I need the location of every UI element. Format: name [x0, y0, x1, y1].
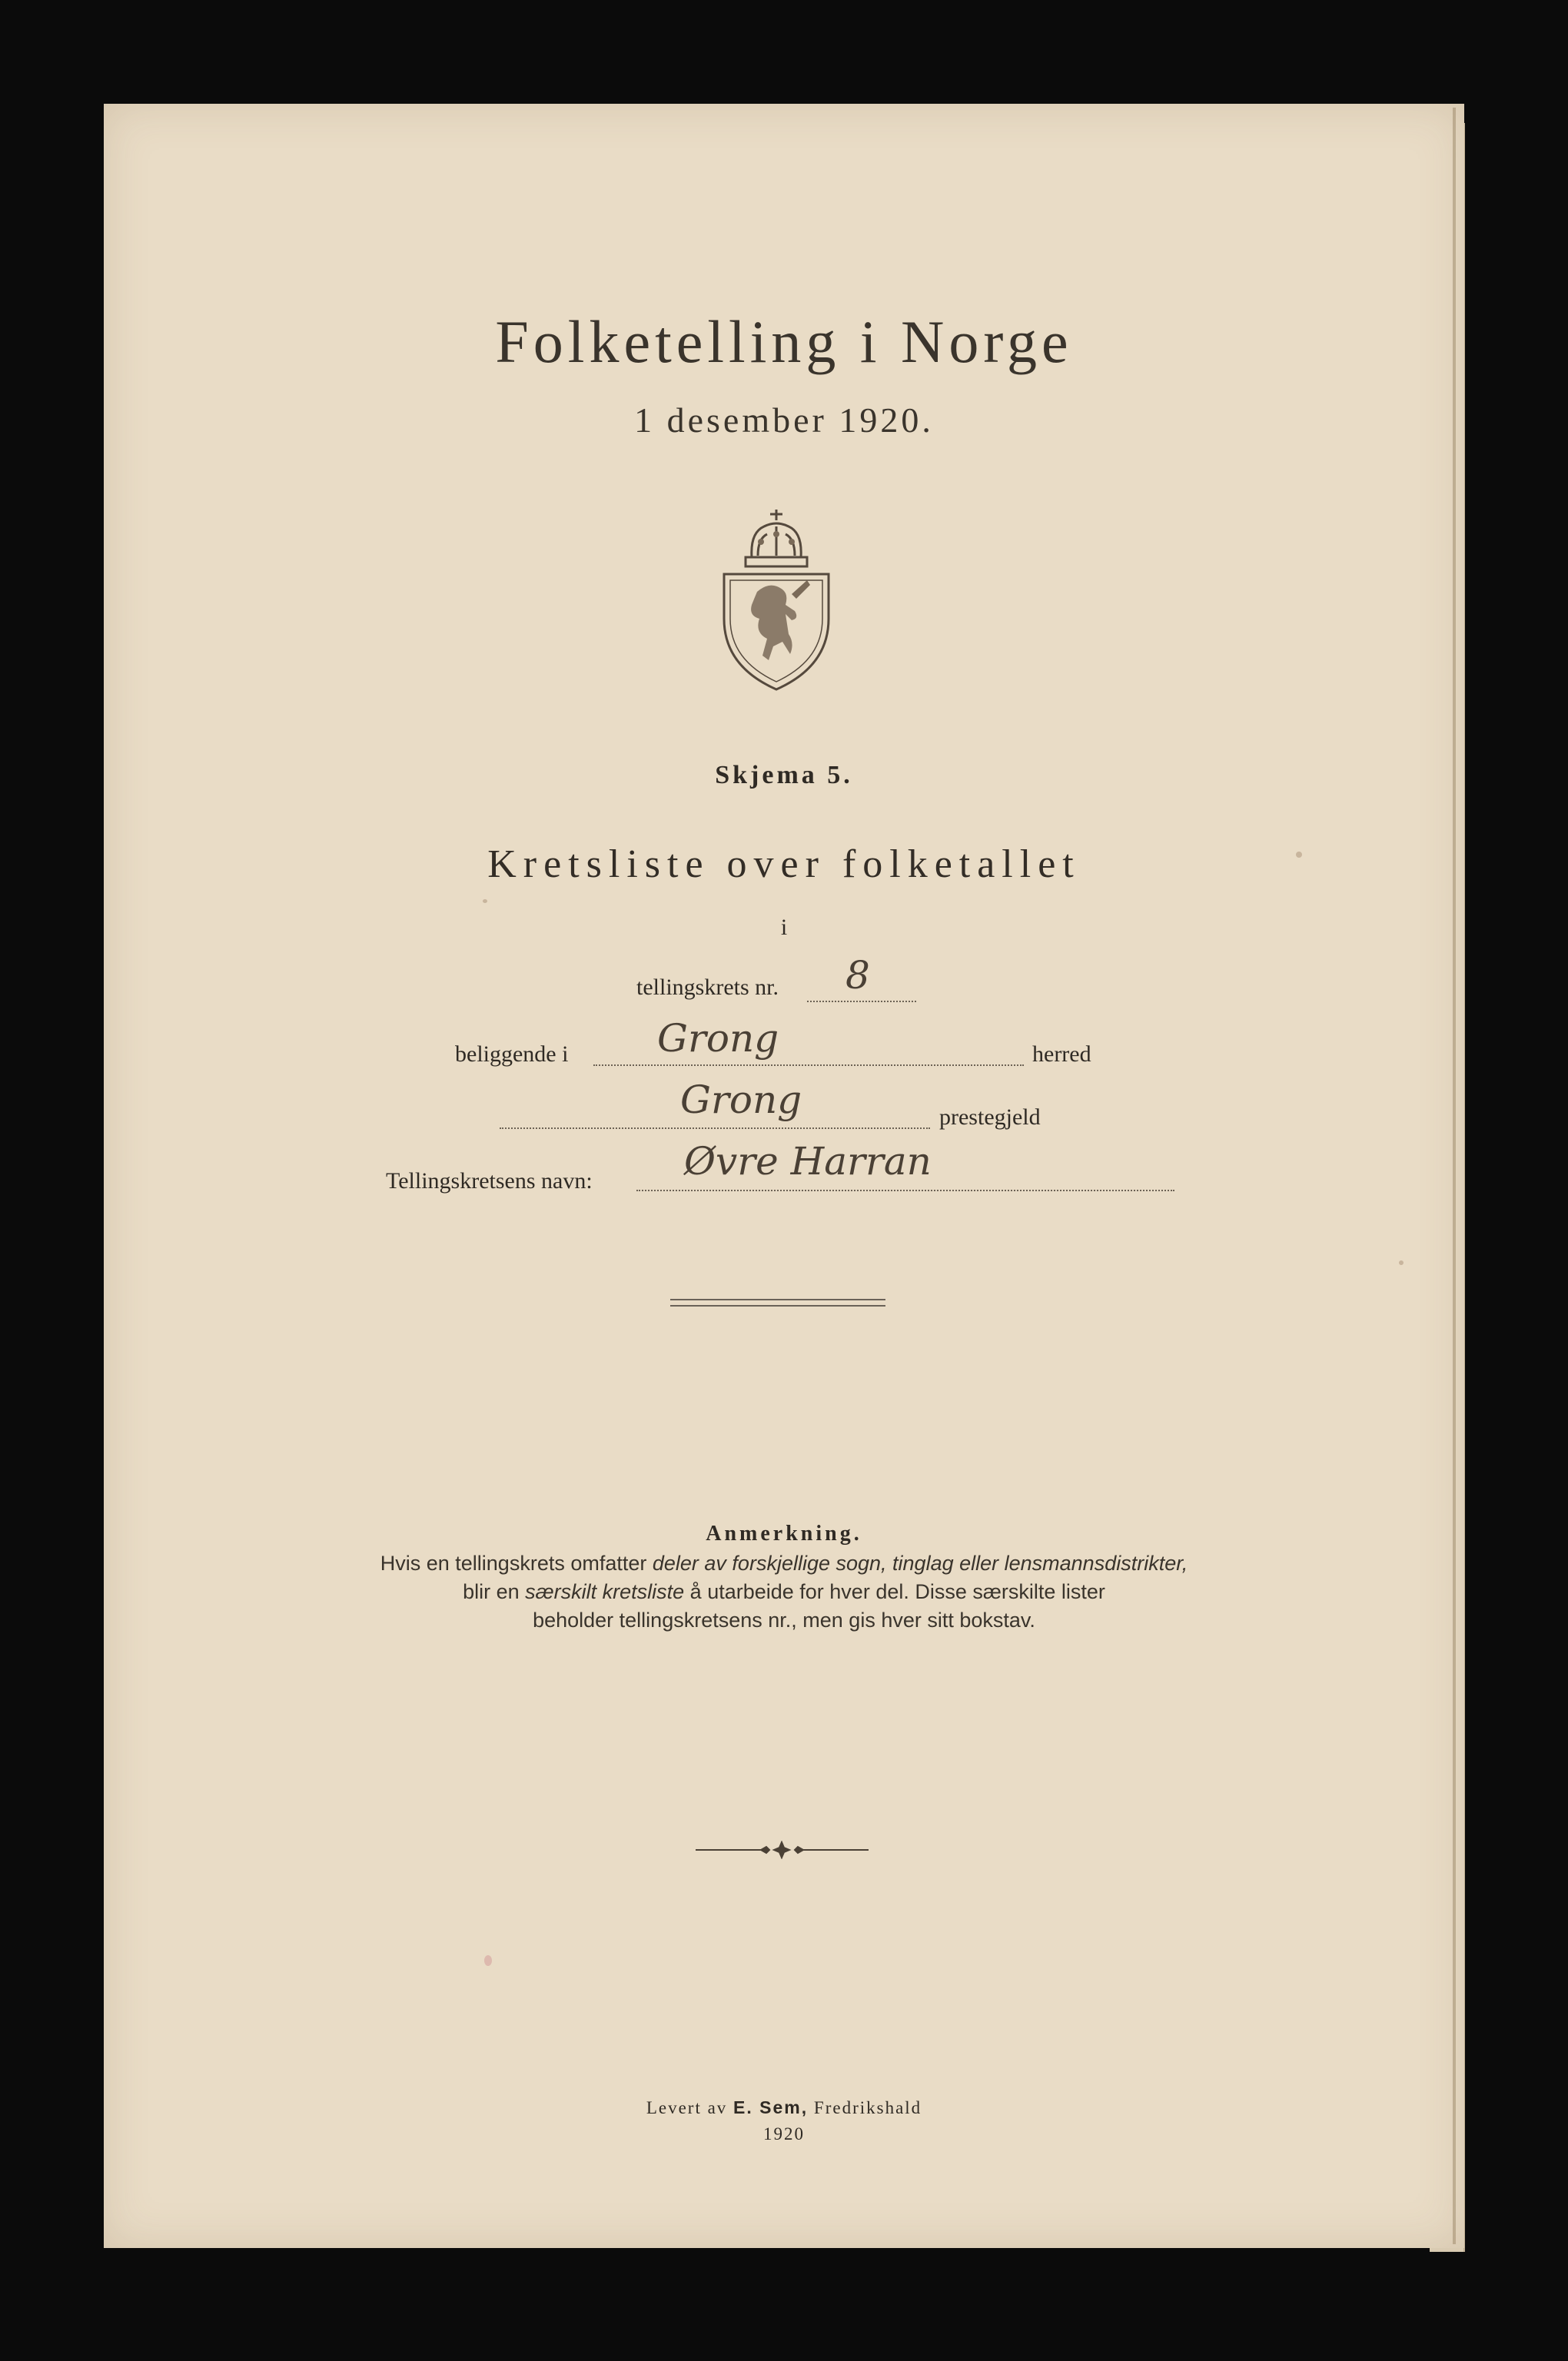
remark-text: å utarbeide for hver del. Disse særskilte lister	[684, 1580, 1105, 1603]
remark-line-3: beholder tellingskretsens nr., men gis hver sitt bokstav.	[533, 1609, 1035, 1632]
municipality-line	[593, 1064, 1024, 1066]
ornament-divider-icon	[696, 1841, 869, 1859]
preposition: i	[780, 915, 788, 940]
district-number-value: 8	[845, 953, 870, 998]
remark-line-2	[0, 1578, 1568, 1606]
district-name-label: Tellingskretsens navn:	[386, 1168, 593, 1194]
paper-stain	[484, 1955, 492, 1966]
printer-imprint	[0, 2094, 1568, 2147]
print-year: 1920	[763, 2124, 805, 2143]
remark-heading: Anmerkning.	[706, 1522, 862, 1546]
parish-line	[500, 1127, 930, 1129]
parish-value: Grong	[680, 1078, 802, 1122]
parish-suffix: prestegjeld	[939, 1104, 1041, 1130]
printer-name: E. Sem,	[733, 2097, 809, 2117]
supplied-by: Levert av	[646, 2098, 734, 2117]
district-number-line	[807, 1001, 916, 1002]
located-in-label: beliggende i	[455, 1041, 569, 1067]
schema-label: Skjema 5.	[715, 761, 853, 789]
page-title: Folketelling i Norge	[495, 308, 1073, 375]
census-date: 1 desember 1920.	[634, 400, 934, 440]
remark-emphasis: deler av forskjellige sogn, tinglag eller lensmannsdistrikter,	[652, 1552, 1188, 1575]
remark-text: Hvis en tellingskrets omfatter	[380, 1552, 653, 1575]
municipality-suffix: herred	[1032, 1041, 1091, 1067]
district-name-value: Øvre Harran	[684, 1139, 932, 1184]
district-number-label: tellingskrets nr.	[636, 975, 779, 1000]
remark-line-1	[0, 1549, 1568, 1578]
paper-speck	[1399, 1260, 1404, 1265]
district-name-line	[636, 1190, 1174, 1191]
coat-of-arms-icon	[715, 503, 838, 696]
municipality-value: Grong	[657, 1016, 779, 1061]
remark-emphasis: særskilt kretsliste	[525, 1580, 685, 1603]
printer-city: Fredrikshald	[808, 2098, 922, 2117]
remark-text: blir en	[463, 1580, 526, 1603]
form-title: Kretsliste over folketallet	[487, 842, 1081, 886]
double-rule-divider	[670, 1299, 885, 1307]
paper-speck	[483, 899, 487, 903]
